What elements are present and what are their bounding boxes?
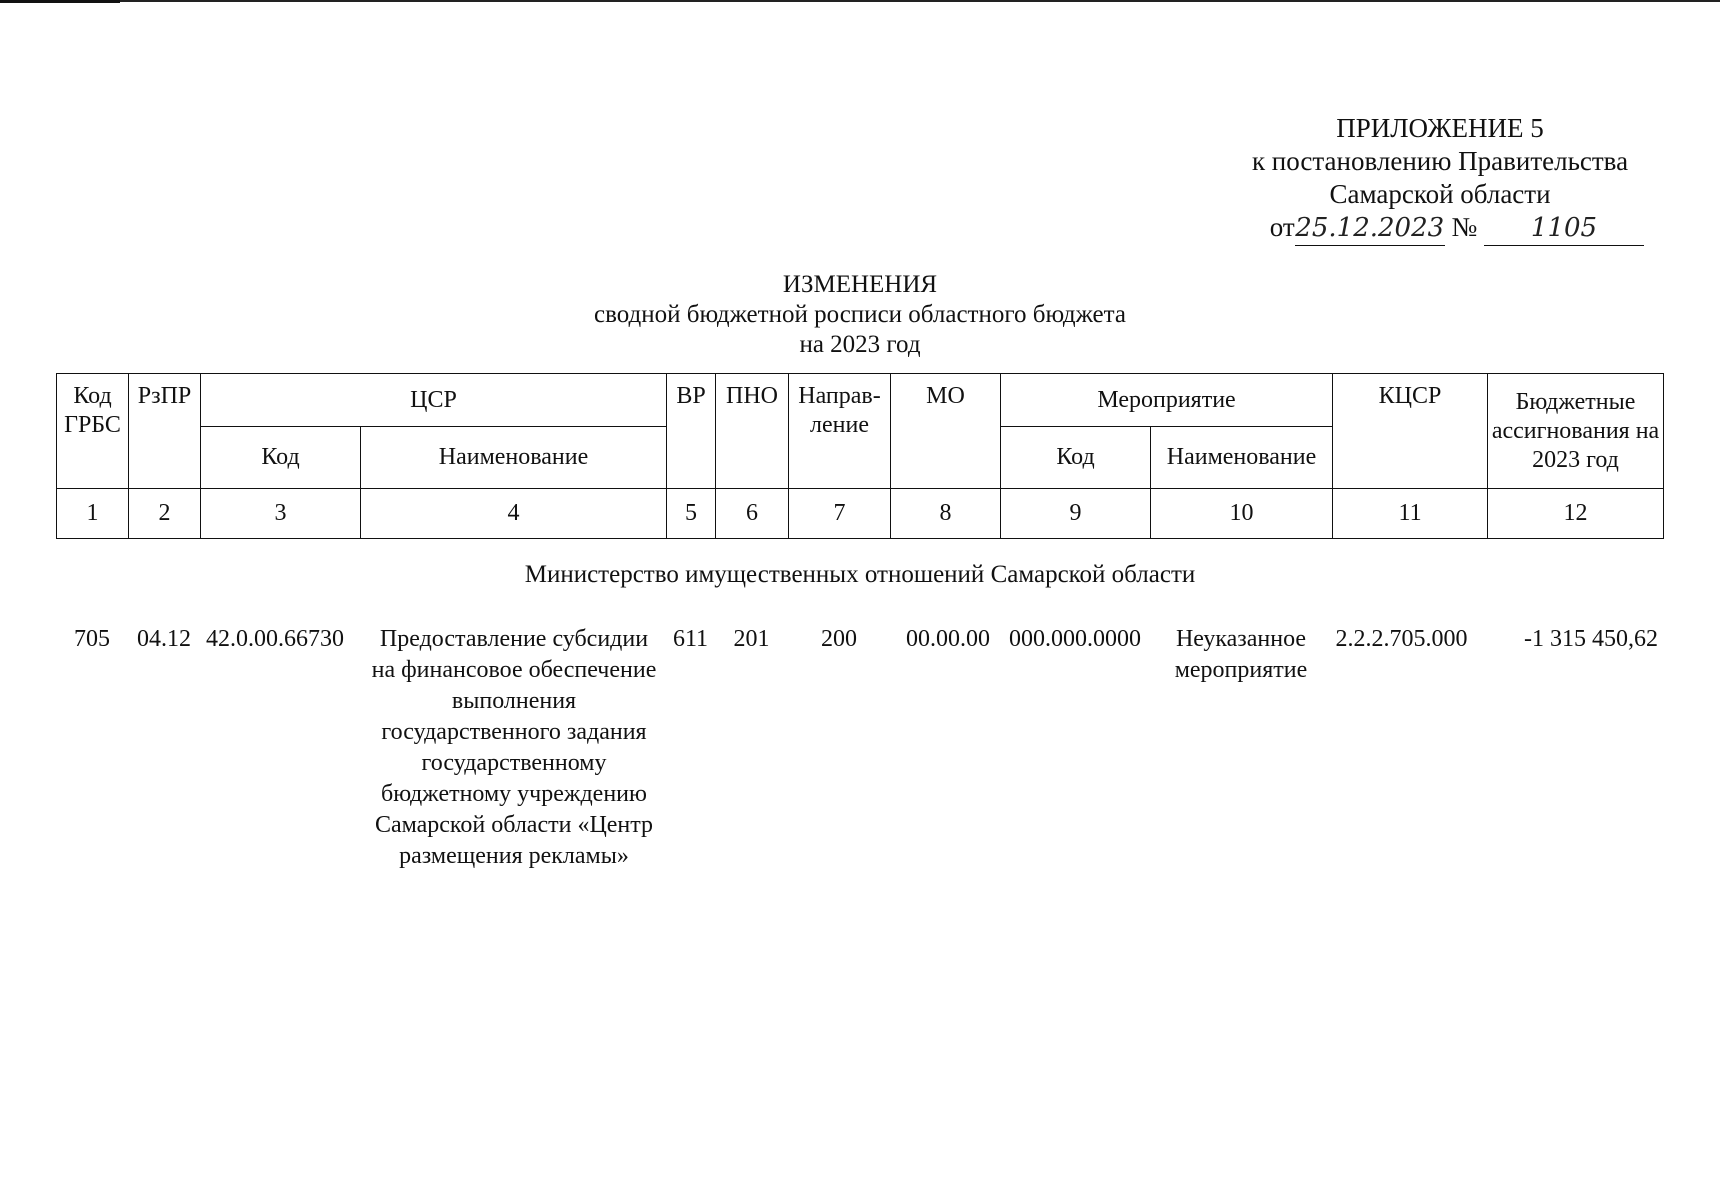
column-number: 10 [1151, 489, 1333, 539]
header-mo: МО [891, 374, 1001, 489]
number-field [1484, 211, 1644, 246]
cell-grbs: 705 [74, 626, 110, 652]
cell-event-code: 000.000.0000 [1009, 626, 1141, 652]
appendix-region: Самарской области [1329, 179, 1551, 209]
title-subheading: сводной бюджетной росписи областного бюджета [594, 301, 1126, 328]
column-number: 4 [361, 489, 667, 539]
handwritten-number: 1105 [1530, 213, 1598, 243]
handwritten-date: 25.12.2023 [1295, 213, 1445, 243]
header-row-1 [57, 374, 1664, 427]
from-label: от [1269, 212, 1295, 242]
header-budget: Бюджетные ассигнования на 2023 год [1488, 374, 1664, 489]
header-table [56, 373, 1664, 539]
document-title [460, 270, 1260, 360]
cell-csr-name: Предоставление субсидии на финансовое обеспечение выполнения государственного задания государственному бюджетному учреждению Самарской области «Центр размещения рекламы» [371, 626, 657, 869]
cell-direction: 200 [821, 626, 857, 652]
header-event: Мероприятие [1001, 374, 1333, 427]
number-label: № [1451, 212, 1478, 242]
cell-csr-code: 42.0.00.66730 [206, 626, 344, 652]
cell-vr: 611 [672, 626, 709, 652]
column-number: 9 [1001, 489, 1151, 539]
header-csr: ЦСР [201, 374, 667, 427]
column-number: 11 [1333, 489, 1488, 539]
column-number: 8 [891, 489, 1001, 539]
column-number: 12 [1488, 489, 1664, 539]
scan-mark [0, 0, 120, 3]
header-csr-code: Код [201, 427, 361, 489]
title-heading: ИЗМЕНЕНИЯ [782, 271, 938, 298]
appendix-title: ПРИЛОЖЕНИЕ 5 [1336, 113, 1544, 143]
header-vr: ВР [667, 374, 716, 489]
cell-event-name: Неуказанное мероприятие [1174, 626, 1308, 683]
column-number: 2 [129, 489, 201, 539]
page-top-border [0, 0, 1720, 2]
cell-pno: 201 [733, 626, 770, 652]
header-pno: ПНО [716, 374, 789, 489]
header-rzpr: РзПР [129, 374, 201, 489]
column-number: 1 [57, 489, 129, 539]
column-number: 5 [667, 489, 716, 539]
header-event-name: Наименование [1151, 427, 1333, 489]
header-event-code: Код [1001, 427, 1151, 489]
header-numbers-row [57, 489, 1664, 539]
title-year: на 2023 год [799, 331, 921, 358]
cell-kcsr: 2.2.2.705.000 [1335, 626, 1468, 652]
header-csr-name: Наименование [361, 427, 667, 489]
cell-budget: -1 315 450,62 [1524, 626, 1658, 652]
date-field [1295, 211, 1445, 246]
appendix-block [1180, 112, 1700, 246]
appendix-decree: к постановлению Правительства [1251, 146, 1629, 176]
header-grbs: Код ГРБС [57, 374, 129, 489]
header-direction: Направ-ление [789, 374, 891, 489]
column-number: 6 [716, 489, 789, 539]
column-number: 7 [789, 489, 891, 539]
header-kcsr: КЦСР [1333, 374, 1488, 489]
ministry-heading: Министерство имущественных отношений Самарской области [524, 561, 1196, 588]
column-number: 3 [201, 489, 361, 539]
appendix-date-line [1180, 211, 1700, 246]
cell-mo: 00.00.00 [906, 626, 990, 652]
cell-rzpr: 04.12 [137, 626, 191, 652]
